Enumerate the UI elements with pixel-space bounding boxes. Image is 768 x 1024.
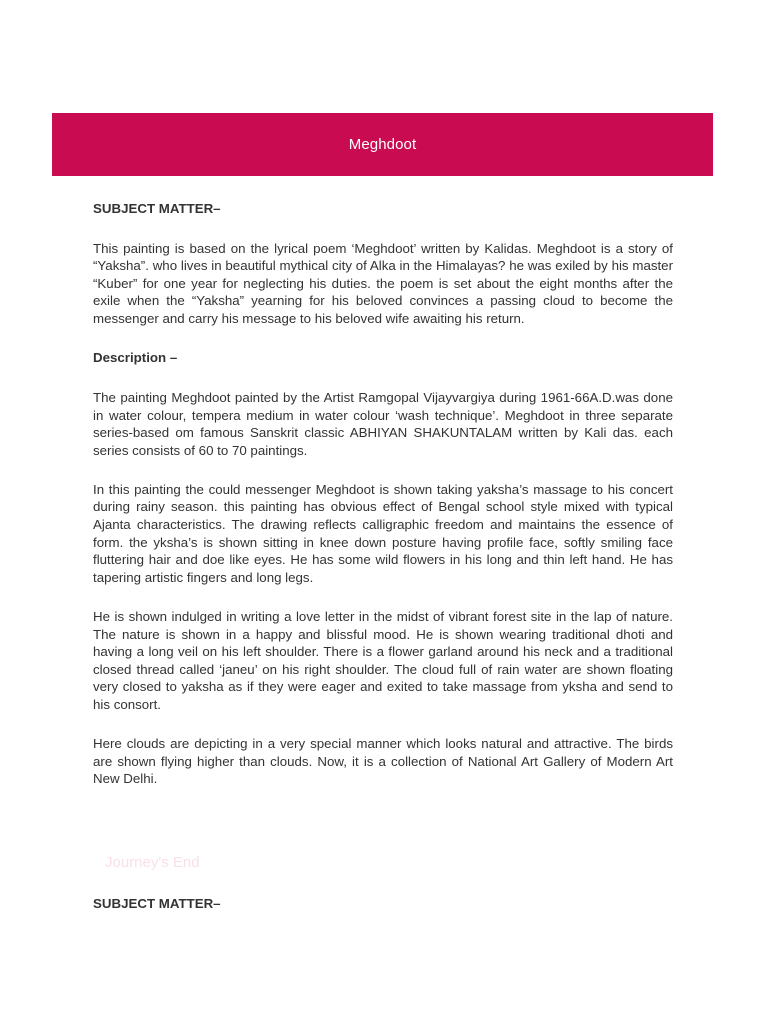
description-paragraph-2: In this painting the could messenger Meghdoot is shown taking yaksha’s massage to his concert during rainy season. this painting has obvious effect of Bengal school style mixed with typical Ajanta characteristics. The drawing reflects calligraphic freedom and maintains the essence of form. the yksha’s is shown sitting in knee down posture having profile face, softly smiling face fluttering hair and doe like eyes. He has some wild flowers in his long and thin left hand. He has tapering artistic fingers and long legs. bbox=[93, 481, 673, 585]
banner-title: Meghdoot bbox=[348, 136, 417, 153]
main-content bbox=[93, 200, 673, 788]
description-paragraph-4: Here clouds are depicting in a very special manner which looks natural and attractive. The birds are shown flying higher than clouds. Now, it is a collection of National Art Gallery of Modern Art New Delhi. bbox=[93, 735, 673, 787]
subject-matter-paragraph: This painting is based on the lyrical poem ‘Meghdoot’ written by Kalidas. Meghdoot is a story of “Yaksha”. who lives in beautiful mythical city of Alka in the Himalayas? he was exiled by his master “Kuber” for one year for neglecting his duties. the poem is set about the eight months after the exile when the “Yaksha” yearning for his beloved convinces a passing cloud to become the messenger and carry his message to his beloved wife awaiting his return. bbox=[93, 240, 673, 326]
next-section-title: Journey's End bbox=[105, 854, 200, 871]
next-subject-matter-heading: SUBJECT MATTER– bbox=[93, 896, 221, 911]
title-banner bbox=[52, 113, 713, 176]
subject-matter-heading: SUBJECT MATTER– bbox=[93, 201, 221, 216]
description-paragraph-1: The painting Meghdoot painted by the Artist Ramgopal Vijayvargiya during 1961-66A.D.was done in water colour, tempera medium in water colour ‘wash technique’. Meghdoot in three separate series-based om famous Sanskrit classic ABHIYAN SHAKUNTALAM written by Kali das. each series consists of 60 to 70 paintings. bbox=[93, 389, 673, 458]
description-heading: Description – bbox=[93, 350, 178, 366]
description-paragraph-3: He is shown indulged in writing a love letter in the midst of vibrant forest site in the lap of nature. The nature is shown in a happy and blissful mood. He is shown wearing traditional dhoti and having a long veil on his left shoulder. There is a flower garland around his neck and a traditional closed thread called ‘janeu’ on his right shoulder. The cloud full of rain water are shown floating very closed to yaksha as if they were eager and exited to take massage from yksha and send to his consort. bbox=[93, 608, 673, 712]
